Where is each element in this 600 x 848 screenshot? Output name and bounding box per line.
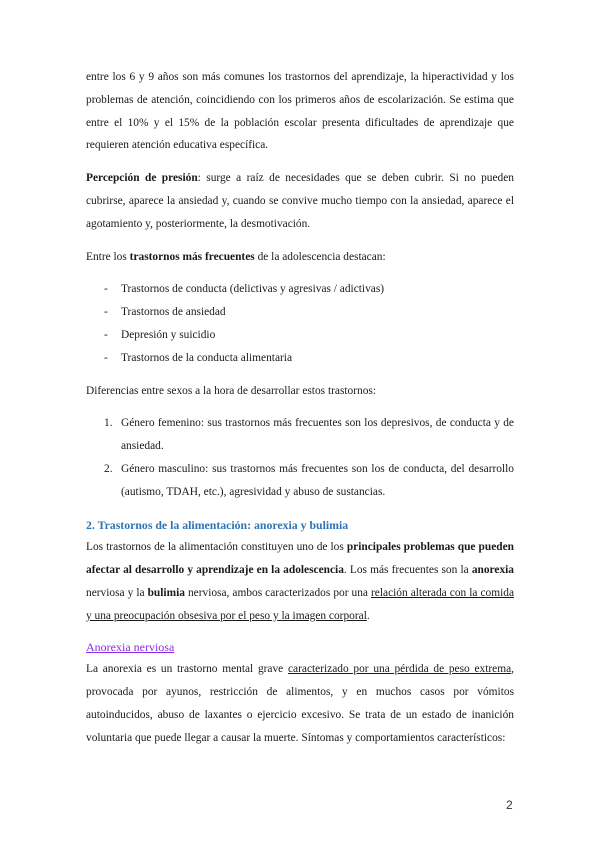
list-item: 1. Género femenino: sus trastornos más frecuentes son los depresivos, de conducta y de ansiedad. (86, 412, 514, 458)
list-item: - Depresión y suicidio (86, 324, 514, 347)
page-number: 2 (506, 798, 513, 812)
list-item: - Trastornos de conducta (delictivas y agresivas / adictivas) (86, 278, 514, 301)
document-page (86, 66, 514, 750)
paragraph-anorexia: La anorexia es un trastorno mental grave caracterizado por una pérdida de peso extrema, provocada por ayunos, restricción de alimentos, y en muchos casos por vómitos autoinducidos, abuso de laxantes o ejercicio excesivo. Se trata de un estado de inanición voluntaria que puede llegar a causar la muerte. Síntomas y comportamientos característicos: (86, 663, 514, 744)
sex-differences-list (86, 412, 514, 503)
list-item: 2. Género masculino: sus trastornos más frecuentes son los de conducta, del desarrollo (autismo, TDAH, etc.), agresividad y abuso de sustancias. (86, 458, 514, 504)
paragraph-pressure-perception: Percepción de presión: surge a raíz de necesidades que se deben cubrir. Si no pueden cubrirse, aparece la ansiedad y, cuando se convive mucho tiempo con la ansiedad, aparece el agotamiento y, posteriormente, la desmotivación. (86, 172, 515, 230)
paragraph-sex-differences-intro: Diferencias entre sexos a la hora de desarrollar estos trastornos: (86, 384, 377, 397)
disorders-list (86, 278, 514, 369)
list-item: - Trastornos de ansiedad (86, 301, 514, 324)
list-number: 2. (104, 462, 113, 475)
subheading-anorexia: Anorexia nerviosa (86, 639, 175, 654)
paragraph-eating-disorders: Los trastornos de la alimentación constituyen uno de los principales problemas que pueden afectar al desarrollo y aprendizaje en la adolescencia. Los más frecuentes son la anorexia nerviosa y la bulimia nerviosa, ambos caracterizados por una relación alterada con la comida y una preocupación obsesiva por el peso y la imagen corporal. (86, 541, 514, 622)
section-heading-eating-disorders: 2. Trastornos de la alimentación: anorexia y bulimia (86, 517, 349, 532)
paragraph-learning-disorders: entre los 6 y 9 años son más comunes los trastornos del aprendizaje, la hiperactividad y los problemas de atención, coincidiendo con los primeros años de escolarización. Se estima que entre el 10% y el 15% de la población escolar presenta dificultades de aprendizaje que requieren atención educativa específica. (86, 71, 514, 152)
term-pressure-perception: Percepción de presión (86, 172, 198, 185)
term-frequent-disorders: trastornos más frecuentes (129, 250, 255, 263)
paragraph-frequent-disorders-intro: Entre los trastornos más frecuentes de la adolescencia destacan: (86, 250, 386, 263)
list-item: - Trastornos de la conducta alimentaria (86, 347, 514, 370)
list-number: 1. (104, 417, 113, 430)
